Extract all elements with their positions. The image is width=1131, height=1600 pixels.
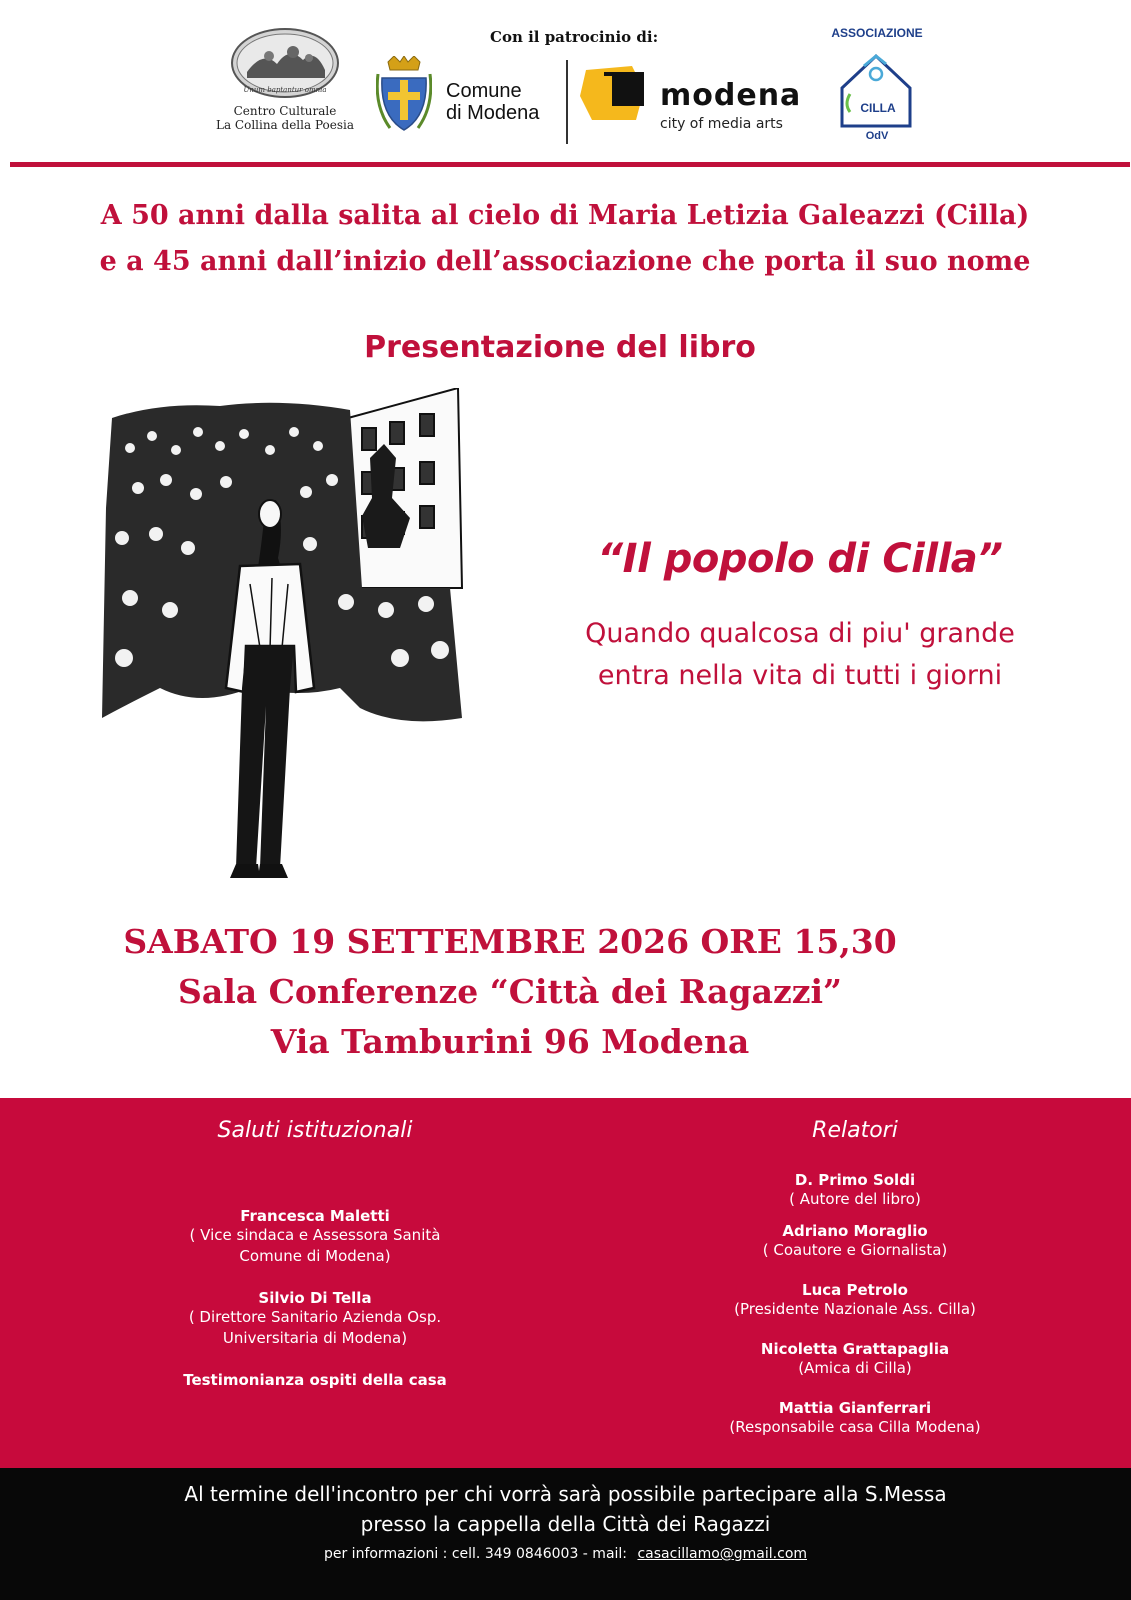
footer	[0, 1468, 1131, 1600]
footer-line-2: presso la cappella della Città dei Ragazzi	[360, 1512, 771, 1536]
saluti-role: ( Direttore Sanitario Azienda Osp.	[188, 1308, 442, 1326]
associazione-label: ASSOCIAZIONE	[831, 26, 923, 40]
saluti-entry	[140, 1207, 490, 1267]
header	[0, 0, 1131, 160]
associazione-odv: OdV	[865, 130, 889, 142]
crowd-illustration	[100, 388, 480, 896]
stemma-modena-icon	[376, 56, 432, 136]
relatore-name: D. Primo Soldi	[794, 1171, 916, 1189]
collina-motto: Unum baptantur omnia	[243, 86, 327, 94]
relatori-heading: Relatori	[812, 1118, 898, 1143]
saluti-heading: Saluti istituzionali	[217, 1118, 413, 1143]
presentazione-heading: Presentazione del libro	[364, 330, 756, 365]
relatore-entry	[680, 1281, 1030, 1320]
relatore-name: Nicoletta Grattapaglia	[760, 1340, 950, 1358]
saluti-role: Universitaria di Modena)	[222, 1329, 408, 1347]
relatore-entry	[680, 1340, 1030, 1379]
collina-emblem-icon	[231, 28, 339, 98]
patrocinio-label: Con il patrocinio di:	[490, 28, 659, 46]
relatore-role: ( Coautore e Giornalista)	[762, 1241, 948, 1259]
relatore-name: Luca Petrolo	[802, 1281, 908, 1299]
relatore-entry	[680, 1222, 1030, 1261]
event-venue: Sala Conferenze “Città dei Ragazzi”	[178, 972, 842, 1011]
footer-line-1: Al termine dell'incontro per chi vorrà sarà possibile partecipare alla S.Messa	[184, 1482, 947, 1506]
comune-line2: di Modena	[446, 102, 540, 124]
speakers-panel	[0, 1098, 1131, 1468]
relatori-column	[680, 1098, 1030, 1450]
collina-caption-line2: La Collina della Poesia	[215, 118, 355, 132]
collina-caption-line1: Centro Culturale	[233, 104, 337, 118]
footer-email-link[interactable]: casacillamo@gmail.com	[637, 1546, 808, 1562]
saluti-name: Testimonianza ospiti della casa	[183, 1371, 447, 1389]
relatore-role: (Amica di Cilla)	[798, 1359, 912, 1377]
relatore-name: Adriano Moraglio	[782, 1222, 928, 1240]
cilla-house-icon	[836, 48, 916, 130]
cilla-logo-text: CILLA	[860, 101, 896, 115]
saluti-role: Comune di Modena)	[239, 1247, 391, 1265]
relatore-role: (Responsabile casa Cilla Modena)	[729, 1418, 981, 1436]
book-subtitle-line-1: Quando qualcosa di piu' grande	[585, 618, 1015, 649]
modena-logo-tagline: city of media arts	[660, 116, 783, 132]
saluti-entry	[140, 1371, 490, 1389]
relatore-role: (Presidente Nazionale Ass. Cilla)	[734, 1300, 976, 1318]
anniversary-line-2: e a 45 anni dall’inizio dell’associazione che porta il suo nome	[99, 246, 1031, 277]
event-date: SABATO 19 SETTEMBRE 2026 ORE 15,30	[123, 922, 897, 961]
saluti-entry	[140, 1289, 490, 1349]
saluti-name: Silvio Di Tella	[258, 1289, 372, 1307]
header-divider	[10, 162, 1130, 167]
comune-line1: Comune	[446, 80, 522, 102]
book-title: “Il popolo di Cilla”	[597, 536, 1003, 582]
footer-contact-prefix: per informazioni : cell. 349 0846003 - mail:	[323, 1546, 628, 1562]
collina-logo	[210, 28, 360, 132]
relatore-entry	[680, 1399, 1030, 1438]
comune-logo-text	[446, 80, 539, 124]
book-subtitle-line-2: entra nella vita di tutti i giorni	[597, 660, 1003, 691]
saluti-column	[140, 1098, 490, 1411]
event-address: Via Tamburini 96 Modena	[270, 1022, 750, 1061]
modena-logo-word: modena	[660, 78, 802, 113]
modena-mark-icon	[578, 62, 648, 124]
relatore-name: Mattia Gianferrari	[778, 1399, 932, 1417]
relatore-entry	[680, 1171, 1030, 1210]
footer-contact	[0, 1546, 1131, 1562]
saluti-name: Francesca Maletti	[240, 1207, 390, 1225]
anniversary-line-1: A 50 anni dalla salita al cielo di Maria Letizia Galeazzi (Cilla)	[100, 200, 1030, 231]
logo-divider	[566, 60, 568, 144]
saluti-role: ( Vice sindaca e Assessora Sanità	[189, 1226, 441, 1244]
relatore-role: ( Autore del libro)	[789, 1190, 921, 1208]
